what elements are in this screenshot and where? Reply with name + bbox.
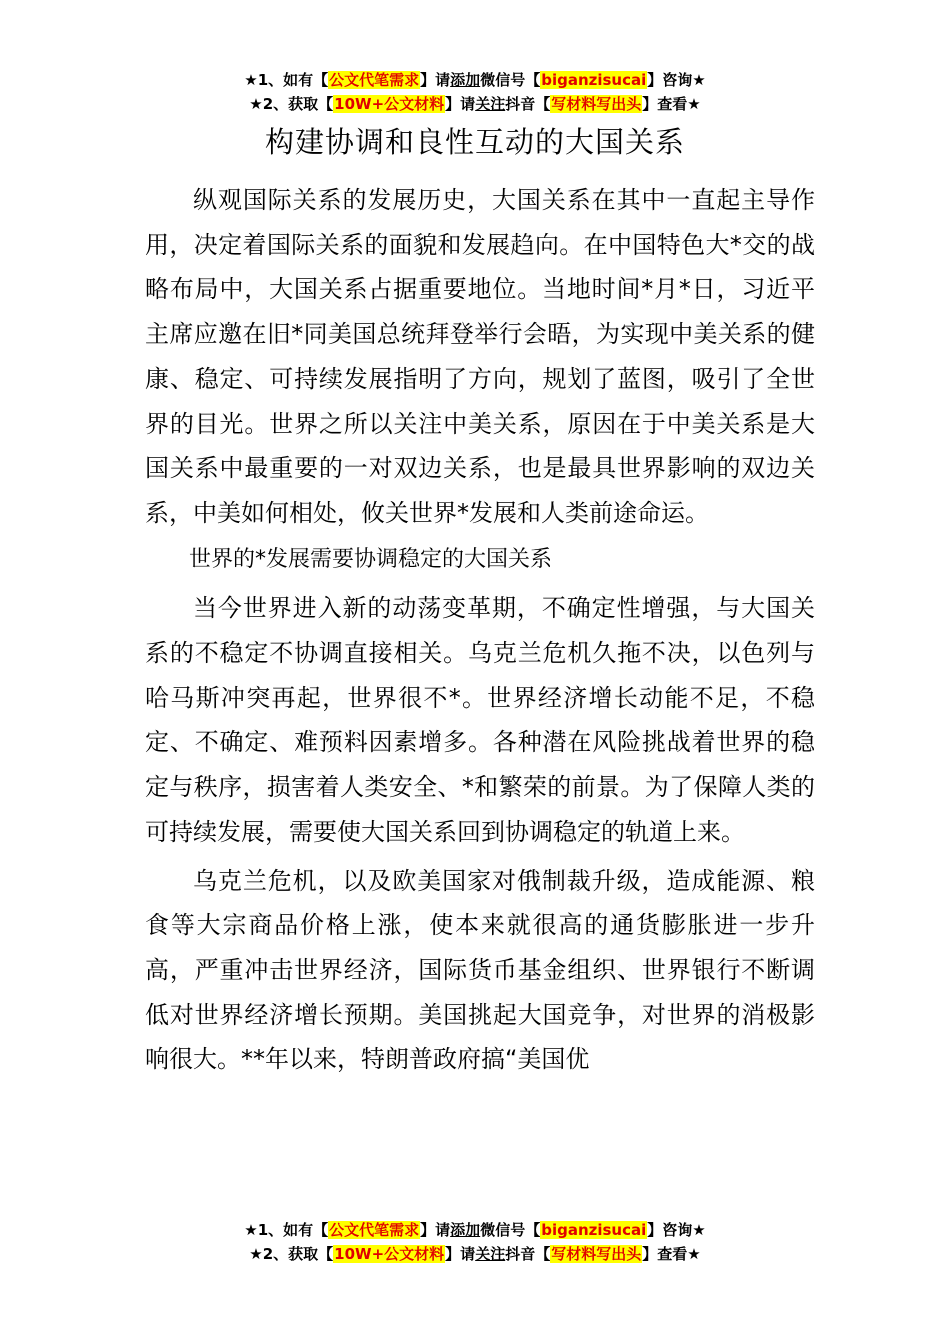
star-icon: ★ — [249, 1245, 263, 1263]
star-icon: ★ — [687, 95, 701, 113]
banner-text: 1、如有【 — [257, 71, 329, 89]
highlight-douyin-account: 写材料写出头 — [551, 95, 642, 113]
highlight-materials: 10W+公文材料 — [334, 95, 445, 113]
banner-text: 】请 — [445, 1245, 476, 1263]
highlight-service: 公文代笔需求 — [329, 71, 420, 89]
banner-text: 】请 — [445, 95, 476, 113]
banner-line-2 — [0, 1242, 950, 1266]
banner-line-1 — [0, 1218, 950, 1242]
banner-line-1 — [0, 68, 950, 92]
banner-line-2 — [0, 92, 950, 116]
highlight-service: 公文代笔需求 — [329, 1221, 420, 1239]
header-banner — [0, 68, 950, 116]
highlight-wechat-id: biganzisucai — [541, 71, 647, 89]
banner-text: 2、获取【 — [262, 1245, 334, 1263]
highlight-wechat-id: biganzisucai — [541, 1221, 647, 1239]
star-icon: ★ — [244, 71, 258, 89]
paragraph: 当今世界进入新的动荡变革期，不确定性增强，与大国关系的不稳定不协调直接相关。乌克兰危机久拖不决，以色列与哈马斯冲突再起，世界很不*。世界经济增长动能不足，不稳定、不确定、难预料因素增多。各种潜在风险挑战着世界的稳定与秩序，损害着人类安全、*和繁荣的前景。为了保障人类的可持续发展，需要使大国关系回到协调稳定的轨道上来。 — [145, 594, 815, 846]
banner-text: 】咨询 — [647, 71, 693, 89]
banner-text: 2、获取【 — [262, 95, 334, 113]
document-body — [145, 178, 815, 1084]
banner-underlined-text: 添加 — [450, 1221, 481, 1239]
star-icon: ★ — [687, 1245, 701, 1263]
highlight-materials: 10W+公文材料 — [334, 1245, 445, 1263]
footer-banner — [0, 1218, 950, 1266]
banner-text: 】查看 — [642, 1245, 688, 1263]
banner-text: 抖音【 — [505, 95, 551, 113]
banner-text: 】请 — [420, 1221, 451, 1239]
banner-text: 微信号【 — [480, 1221, 541, 1239]
banner-text: 抖音【 — [505, 1245, 551, 1263]
banner-underlined-text: 添加 — [450, 71, 481, 89]
document-title: 构建协调和良性互动的大国关系 — [264, 125, 685, 159]
banner-text: 】咨询 — [647, 1221, 693, 1239]
highlight-douyin-account: 写材料写出头 — [551, 1245, 642, 1263]
paragraph: 乌克兰危机，以及欧美国家对俄制裁升级，造成能源、粮食等大宗商品价格上涨，使本来就很高的通货膨胀进一步升高，严重冲击世界经济，国际货币基金组织、世界银行不断调低对世界经济增长预期。美国挑起大国竞争，对世界的消极影响很大。**年以来，特朗普政府搞“美国优 — [145, 866, 815, 1074]
banner-text: 微信号【 — [480, 71, 541, 89]
star-icon: ★ — [692, 71, 706, 89]
banner-text: 1、如有【 — [257, 1221, 329, 1239]
banner-underlined-text: 关注 — [475, 1245, 506, 1263]
star-icon: ★ — [244, 1221, 258, 1239]
star-icon: ★ — [692, 1221, 706, 1239]
banner-text: 】查看 — [642, 95, 688, 113]
section-heading: 世界的*发展需要协调稳定的大国关系 — [189, 546, 553, 572]
star-icon: ★ — [249, 95, 263, 113]
paragraph: 纵观国际关系的发展历史，大国关系在其中一直起主导作用，决定着国际关系的面貌和发展趋向。在中国特色大*交的战略布局中，大国关系占据重要地位。当地时间*月*日，习近平主席应邀在旧*同美国总统拜登举行会晤，为实现中美关系的健康、稳定、可持续发展指明了方向，规划了蓝图，吸引了全世界的目光。世界之所以关注中美关系，原因在于中美关系是大国关系中最重要的一对双边关系，也是最具世界影响的双边关系，中美如何相处，攸关世界*发展和人类前途命运。 — [145, 186, 815, 527]
banner-text: 】请 — [420, 71, 451, 89]
banner-underlined-text: 关注 — [475, 95, 506, 113]
